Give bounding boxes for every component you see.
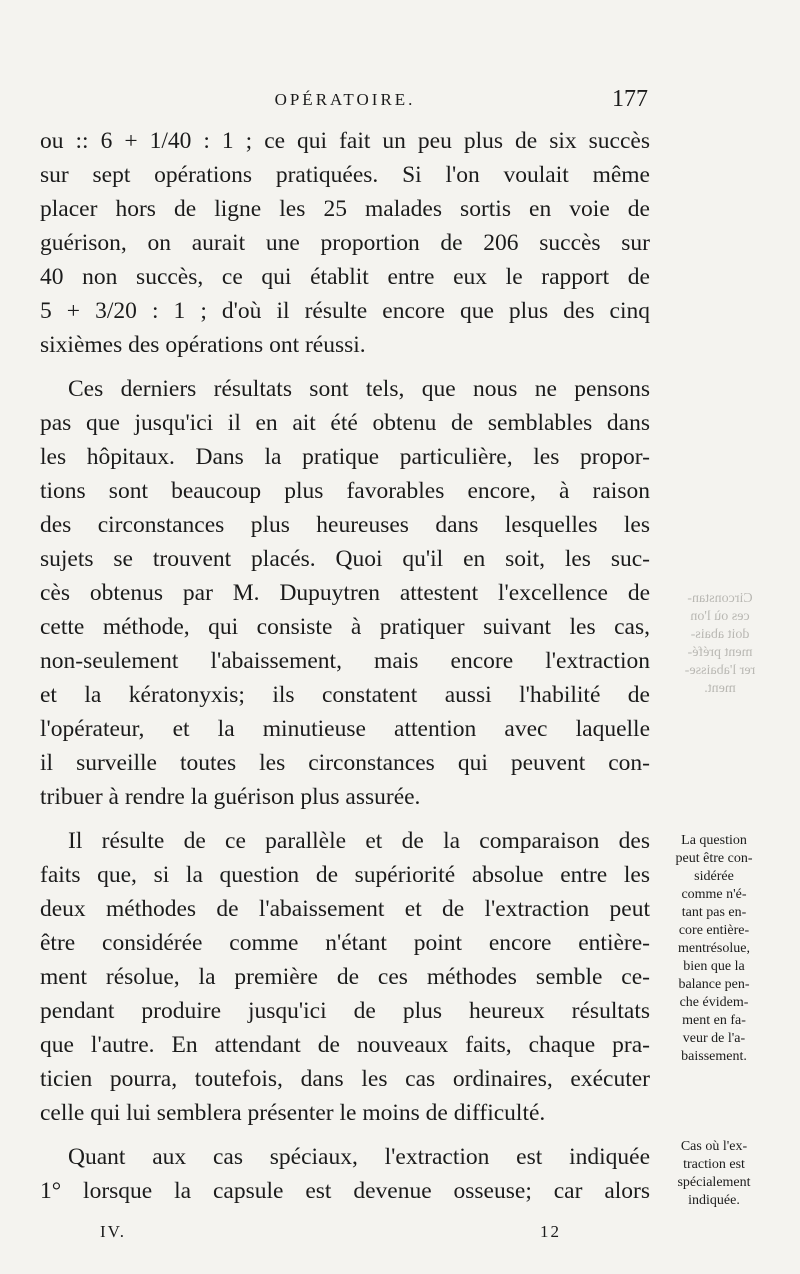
text-line: et la kératonyxis; ils constatent aussi l'habilité de xyxy=(40,682,650,708)
page-number: 177 xyxy=(612,86,648,112)
text-line: l'opérateur, et la minutieuse attention avec laquelle xyxy=(40,716,650,742)
paragraph-4 xyxy=(40,1140,650,1208)
text-line: tions sont beaucoup plus favorables encore, à raison xyxy=(40,478,650,504)
text-line: pendant produire jusqu'ici de plus heureux résultats xyxy=(40,998,650,1024)
page-header xyxy=(40,86,650,116)
show-through-note: Circonstan- ces où l'on doit abais- ment préfé- rer l'abaisse- ment. xyxy=(684,591,756,696)
text-line: ment résolue, la première de ces méthodes semble ce- xyxy=(40,964,650,990)
text-line: être considérée comme n'étant point encore entière- xyxy=(40,930,650,956)
text-line: ticien pourra, toutefois, dans les cas ordinaires, exécuter xyxy=(40,1066,650,1092)
text-line: 40 non succès, ce qui établit entre eux le rapport de xyxy=(40,264,650,290)
text-line: 5 + 3/20 : 1 ; d'où il résulte encore que plus des cinq xyxy=(40,298,650,324)
body-text xyxy=(40,124,650,1218)
page-footer xyxy=(40,1222,650,1246)
running-title: OPÉRATOIRE. xyxy=(274,90,416,109)
text-line: sujets se trouvent placés. Quoi qu'il en soit, les suc- xyxy=(40,546,650,572)
paragraph-2 xyxy=(40,372,650,814)
text-line: celle qui lui semblera présenter le moins de difficulté. xyxy=(40,1100,546,1126)
signature-mark: IV. xyxy=(100,1222,126,1241)
text-line: guérison, on aurait une proportion de 206 succès sur xyxy=(40,230,650,256)
text-line: il surveille toutes les circonstances qui peuvent con- xyxy=(40,750,650,776)
text-line: Il résulte de ce parallèle et de la comparaison des xyxy=(68,828,650,854)
text-line: les hôpitaux. Dans la pratique particulière, les propor- xyxy=(40,444,650,470)
text-line: Quant aux cas spéciaux, l'extraction est indiquée xyxy=(68,1144,650,1170)
text-line: placer hors de ligne les 25 malades sortis en voie de xyxy=(40,196,650,222)
text-line: pas que jusqu'ici il en ait été obtenu de semblables dans xyxy=(40,410,650,436)
text-line: tribuer à rendre la guérison plus assurée. xyxy=(40,784,421,810)
text-line: faits que, si la question de supériorité absolue entre les xyxy=(40,862,650,888)
paragraph-3 xyxy=(40,824,650,1130)
text-line: 1° lorsque la capsule est devenue osseuse; car alors xyxy=(40,1178,650,1204)
text-line: ou :: 6 + 1/40 : 1 ; ce qui fait un peu plus de six succès xyxy=(40,128,650,154)
text-line: sixièmes des opérations ont réussi. xyxy=(40,332,366,358)
text-line: Ces derniers résultats sont tels, que nous ne pensons xyxy=(68,376,650,402)
text-line: sur sept opérations pratiquées. Si l'on voulait même xyxy=(40,162,650,188)
paragraph-1 xyxy=(40,124,650,362)
text-line: que l'autre. En attendant de nouveaux faits, chaque pra- xyxy=(40,1032,650,1058)
gathering-number: 12 xyxy=(540,1222,561,1241)
text-line: des circonstances plus heureuses dans lesquelles les xyxy=(40,512,650,538)
margin-note-abaissement: La question peut être con- sidérée comme n'é- tant pas en- core entière- mentrésolue, bien que la balance pen- che évidem- ment en fa- veur de l'a- baissement. xyxy=(675,833,753,1064)
text-line: non-seulement l'abaissement, mais encore l'extraction xyxy=(40,648,650,674)
text-line: deux méthodes de l'abaissement et de l'extraction peut xyxy=(40,896,650,922)
text-line: cette méthode, qui consiste à pratiquer suivant les cas, xyxy=(40,614,650,640)
margin-note-extraction: Cas où l'ex- traction est spécialement indiquée. xyxy=(677,1139,751,1208)
text-line: cès obtenus par M. Dupuytren attestent l'excellence de xyxy=(40,580,650,606)
